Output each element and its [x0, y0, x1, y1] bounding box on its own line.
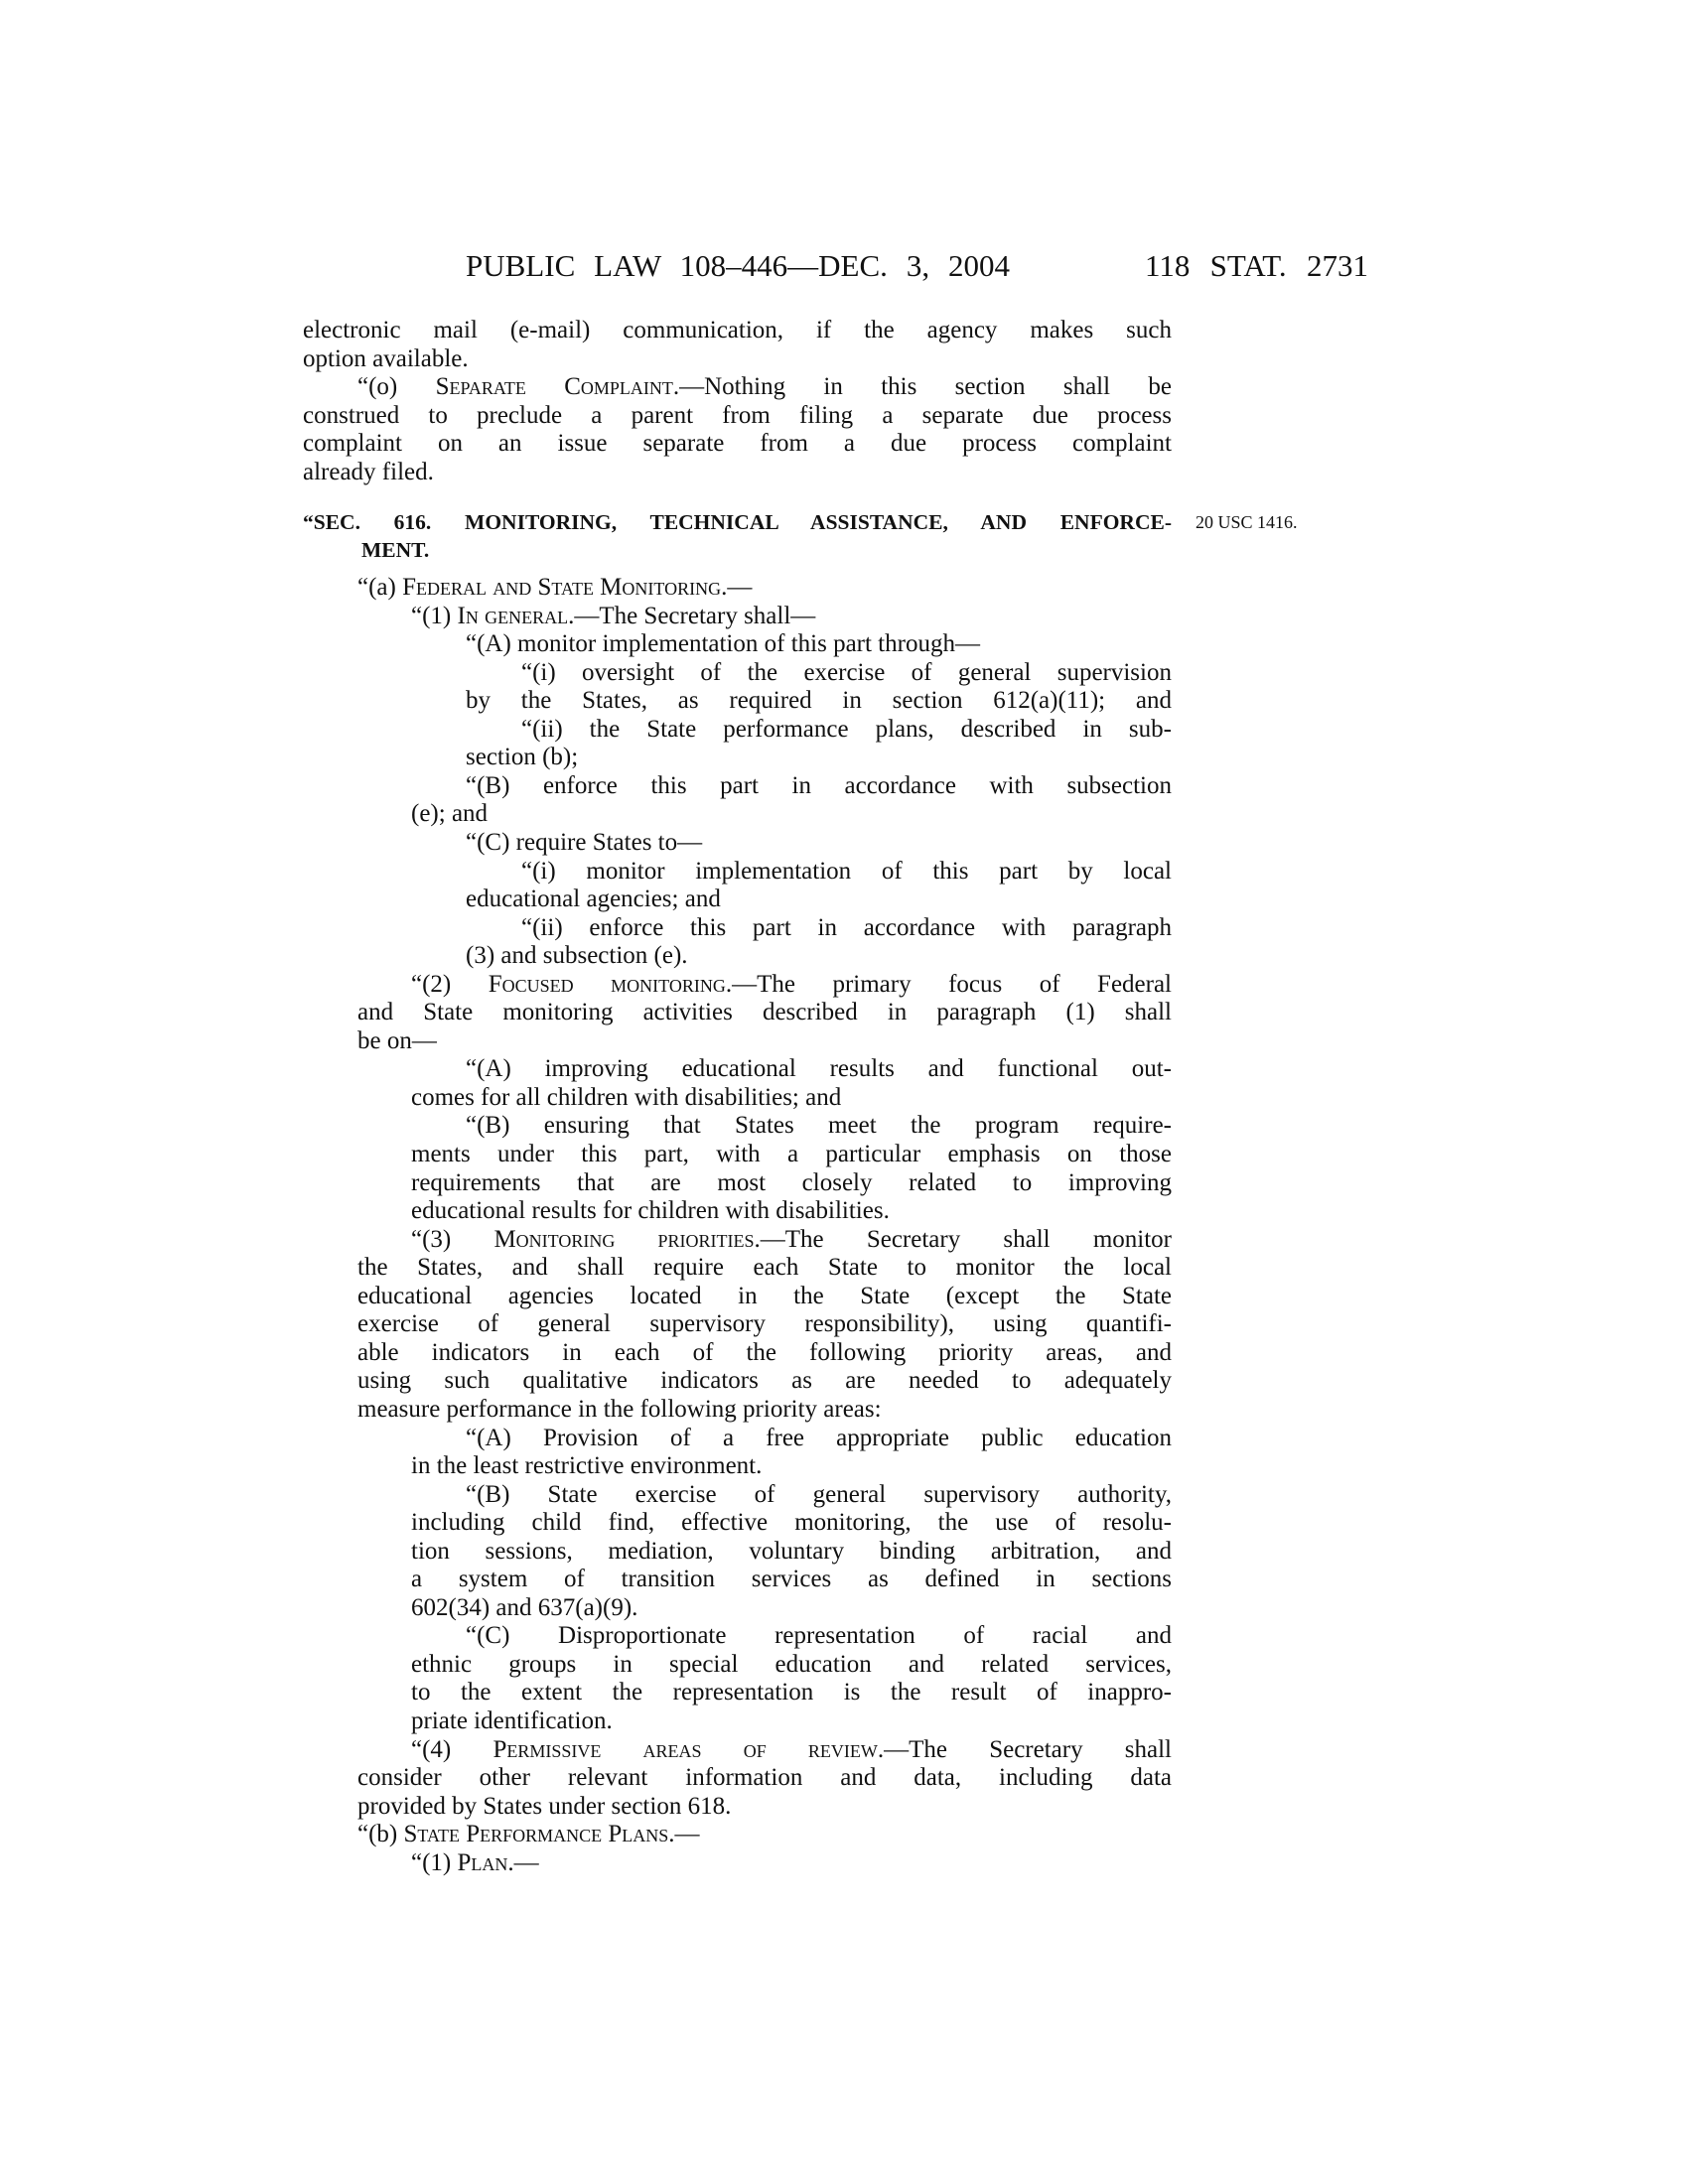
text-line	[303, 345, 1172, 374]
text-segment: to the extent the representation is the result of inappro-	[411, 1679, 1172, 1706]
text-segment: (3) and subsection (e).	[466, 942, 688, 970]
text-segment: “(A) improving educational results and functional out-	[466, 1055, 1172, 1083]
text-segment: using such qualitative indicators as are needed to adequately	[357, 1367, 1172, 1395]
text-line	[303, 317, 1172, 345]
text-line	[411, 1736, 1172, 1765]
page-number: 118 STAT. 2731	[1145, 248, 1368, 283]
text-line	[521, 858, 1172, 887]
section-heading-continued: MENT.	[361, 538, 430, 562]
text-line	[411, 971, 1172, 1000]
text-line	[357, 1821, 1172, 1849]
text-segment: “(o)	[357, 373, 436, 401]
text-line	[357, 1283, 1172, 1311]
text-segment: “(ii) the State performance plans, described in sub-	[521, 715, 1172, 743]
text-segment: “(1)	[411, 1848, 458, 1876]
text-segment: be on—	[357, 1026, 437, 1054]
text-line	[466, 942, 1172, 971]
text-line	[521, 659, 1172, 688]
text-line	[521, 716, 1172, 745]
text-segment: “(2)	[411, 970, 489, 998]
running-head: PUBLIC LAW 108–446—DEC. 3, 2004	[466, 248, 1010, 283]
text-segment: —The Secretary shall monitor	[760, 1225, 1172, 1253]
text-segment: “(1)	[411, 602, 458, 629]
text-line	[411, 1084, 1172, 1113]
text-line	[411, 1707, 1172, 1736]
text-segment: “(i) monitor implementation of this part by local	[521, 857, 1172, 885]
text-line	[466, 829, 1172, 858]
text-line	[466, 886, 1172, 914]
text-line	[303, 402, 1172, 431]
text-segment: ments under this part, with a particular emphasis on those	[411, 1141, 1172, 1167]
text-segment: “(3)	[411, 1225, 494, 1253]
text-line	[411, 1141, 1172, 1169]
text-segment: “(ii) enforce this part in accordance with paragraph	[521, 913, 1172, 941]
paragraph-heading: Plan.	[457, 1848, 514, 1876]
text-segment: “(B) enforce this part in accordance with subsection	[466, 771, 1172, 799]
paragraph-heading: In general.	[457, 602, 575, 629]
text-segment: “(A) Provision of a free appropriate public education	[466, 1424, 1172, 1451]
text-line	[411, 1197, 1172, 1226]
text-segment: electronic mail (e-mail) communication, if the agency makes such	[303, 317, 1172, 343]
paragraph-heading: Federal and State Monitoring.	[402, 574, 728, 601]
paragraph-heading: Permissive areas of review.	[492, 1735, 885, 1763]
text-line	[466, 1055, 1172, 1084]
text-line	[357, 574, 1172, 603]
text-segment: comes for all children with disabilities; and	[411, 1083, 842, 1111]
text-segment: —The Secretary shall—	[574, 602, 816, 629]
paragraph-heading: Monitoring priorities.	[493, 1225, 761, 1253]
text-segment: priate identification.	[411, 1707, 613, 1734]
text-segment: exercise of general supervisory responsibility), using quantifi-	[357, 1310, 1172, 1338]
text-segment: 602(34) and 637(a)(9).	[411, 1593, 638, 1621]
paragraph-heading: Focused monitoring.	[488, 970, 733, 998]
text-line	[357, 1339, 1172, 1368]
text-line	[303, 459, 1172, 487]
text-segment: “(a)	[357, 574, 403, 601]
text-segment: tion sessions, mediation, voluntary binding arbitration, and	[411, 1537, 1172, 1565]
text-line	[411, 1849, 1172, 1878]
text-segment: educational agencies located in the State (except the State	[357, 1282, 1172, 1309]
text-segment: educational results for children with disabilities.	[411, 1197, 890, 1225]
text-line	[466, 1622, 1172, 1651]
text-line	[357, 1396, 1172, 1425]
text-line	[357, 1027, 1172, 1056]
text-line	[521, 914, 1172, 943]
paragraph-heading: Separate Complaint.	[435, 373, 680, 401]
text-segment: —	[727, 574, 753, 601]
text-line	[357, 999, 1172, 1027]
text-line	[466, 1425, 1172, 1453]
text-segment: a system of transition services as defined in sections	[411, 1566, 1172, 1593]
text-segment: “(C) Disproportionate representation of racial and	[466, 1622, 1172, 1650]
text-segment: educational agencies; and	[466, 886, 721, 913]
text-line	[357, 373, 1172, 402]
text-segment: ethnic groups in special education and related services,	[411, 1650, 1172, 1678]
text-segment: (e); and	[411, 800, 489, 828]
text-segment: —The primary focus of Federal	[732, 970, 1173, 998]
text-segment: —	[674, 1821, 700, 1848]
text-line	[357, 1764, 1172, 1793]
text-segment: consider other relevant information and data, including data	[357, 1764, 1172, 1792]
text-line	[466, 1481, 1172, 1510]
text-line	[303, 430, 1172, 459]
text-segment: in the least restrictive environment.	[411, 1452, 763, 1480]
text-segment: construed to preclude a parent from filing a separate due process	[303, 401, 1172, 429]
text-segment: already filed.	[303, 458, 434, 485]
text-line	[357, 1367, 1172, 1396]
text-segment: “(4)	[411, 1735, 493, 1763]
text-segment: “(i) oversight of the exercise of general supervision	[521, 658, 1172, 686]
text-line	[411, 1226, 1172, 1255]
text-line	[466, 1112, 1172, 1141]
text-line	[411, 800, 1172, 829]
text-segment: complaint on an issue separate from a due process complaint	[303, 430, 1172, 458]
text-segment: —Nothing in this section shall be	[679, 373, 1172, 401]
text-line	[411, 1169, 1172, 1198]
text-segment: “(A) monitor implementation of this part through—	[466, 630, 980, 658]
section-heading: “SEC. 616. MONITORING, TECHNICAL ASSISTANCE, AND ENFORCE-	[303, 510, 1172, 534]
text-segment: provided by States under section 618.	[357, 1792, 732, 1820]
text-segment: “(B) ensuring that States meet the program require-	[466, 1112, 1172, 1140]
text-segment: section (b);	[466, 744, 579, 771]
text-line	[411, 1651, 1172, 1680]
text-line	[411, 1538, 1172, 1567]
text-line	[466, 630, 1172, 659]
text-line	[357, 1310, 1172, 1339]
text-segment: option available.	[303, 344, 469, 372]
text-segment: “(B) State exercise of general supervisory authority,	[466, 1480, 1172, 1508]
text-segment: requirements that are most closely related to improving	[411, 1168, 1172, 1196]
text-line	[411, 603, 1172, 631]
text-segment: including child find, effective monitoring, the use of resolu-	[411, 1509, 1172, 1537]
text-segment: able indicators in each of the following priority areas, and	[357, 1338, 1172, 1366]
text-line	[466, 744, 1172, 772]
text-segment: measure performance in the following priority areas:	[357, 1395, 882, 1423]
text-segment: —	[513, 1848, 539, 1876]
text-line	[411, 1566, 1172, 1594]
text-segment: and State monitoring activities described in paragraph (1) shall	[357, 999, 1172, 1026]
text-segment: by the States, as required in section 612(a)(11); and	[466, 687, 1172, 715]
text-segment: “(b)	[357, 1821, 404, 1848]
text-line	[357, 1793, 1172, 1822]
text-line	[411, 1679, 1172, 1707]
text-line	[411, 1594, 1172, 1623]
text-segment: —The Secretary shall	[884, 1735, 1172, 1763]
text-segment: “(C) require States to—	[466, 828, 703, 856]
paragraph-heading: State Performance Plans.	[403, 1821, 675, 1848]
text-segment: the States, and shall require each State to monitor the local	[357, 1254, 1172, 1282]
margin-citation: 20 USC 1416.	[1196, 512, 1298, 532]
text-line	[411, 1509, 1172, 1538]
text-line	[411, 1452, 1172, 1481]
text-line	[466, 687, 1172, 716]
text-line	[357, 1254, 1172, 1283]
text-line	[466, 772, 1172, 801]
